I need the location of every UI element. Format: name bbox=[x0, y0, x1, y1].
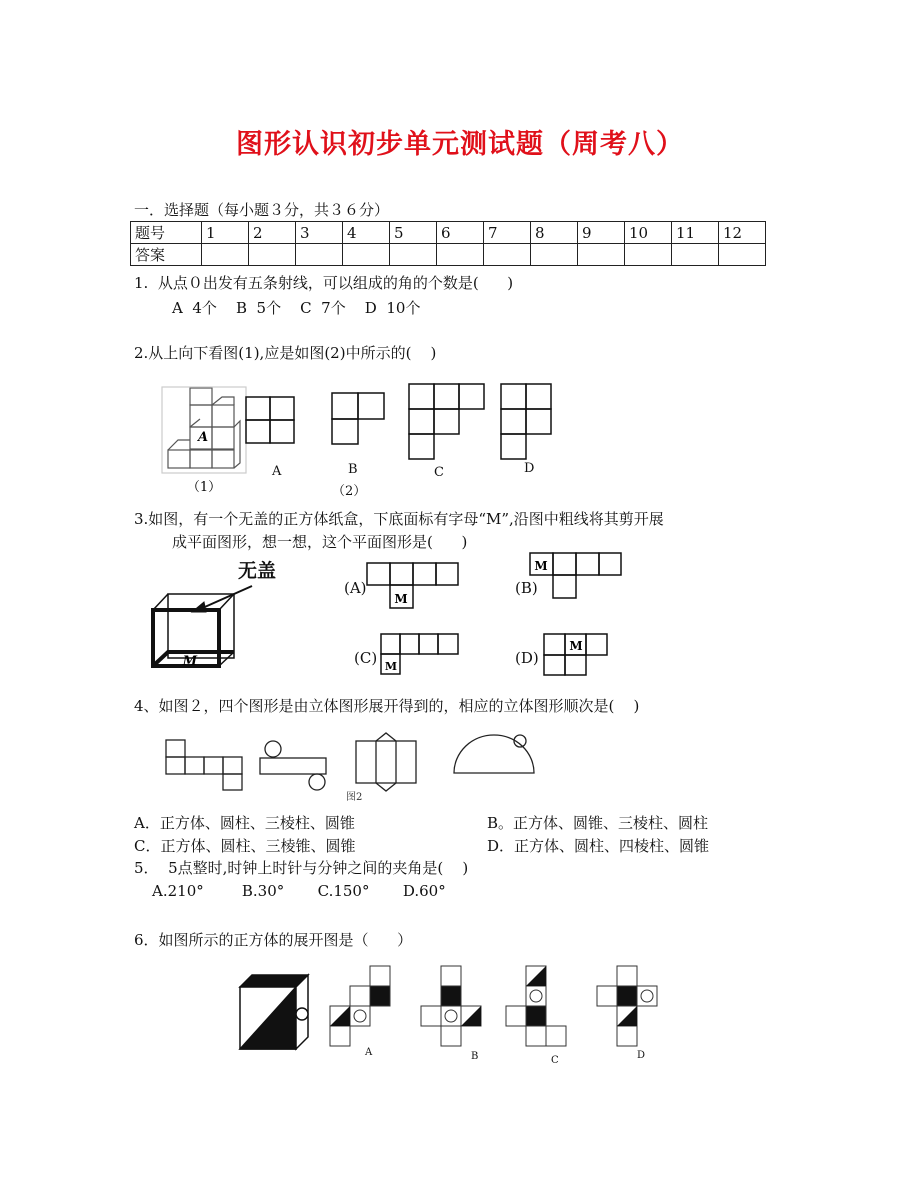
net-option-b-label: (B) bbox=[515, 579, 538, 597]
prism-net-figure bbox=[350, 733, 420, 793]
q6-option-d-label: D bbox=[637, 1050, 646, 1061]
table-cell: 7 bbox=[484, 222, 531, 244]
question-4-option-d: D．正方体、圆柱、四棱柱、圆锥 bbox=[487, 837, 710, 855]
net-option-c-label: (C) bbox=[354, 649, 378, 667]
answer-cell[interactable] bbox=[625, 244, 672, 266]
option-d-shape[interactable] bbox=[500, 383, 560, 463]
answer-cell[interactable] bbox=[249, 244, 296, 266]
table-row bbox=[131, 222, 766, 244]
cube-net-figure bbox=[160, 735, 250, 790]
question-4-option-c: C．正方体、圆柱、三棱锥、圆锥 bbox=[134, 837, 356, 855]
net-option-d[interactable] bbox=[543, 633, 623, 678]
question-3-line1: 3.如图，有一个无盖的正方体纸盒，下底面标有字母“M”,沿图中粗线将其剪开展 bbox=[134, 510, 664, 528]
cube-figure bbox=[236, 973, 316, 1053]
table-cell: 8 bbox=[531, 222, 578, 244]
block-letter: A bbox=[197, 430, 209, 445]
question-3-line2: 成平面图形，想一想，这个平面图形是( ) bbox=[172, 533, 468, 551]
answer-cell[interactable] bbox=[672, 244, 719, 266]
table-cell: 6 bbox=[437, 222, 484, 244]
question-6: 6．如图所示的正方体的展开图是（ ） bbox=[134, 931, 413, 949]
question-5: 5． 5点整时,时钟上时针与分钟之间的夹角是( ) bbox=[134, 859, 469, 877]
box-label: 无盖 bbox=[238, 560, 277, 582]
answer-cell[interactable] bbox=[719, 244, 766, 266]
stacked-cubes-figure bbox=[160, 385, 250, 495]
box-letter: M bbox=[182, 654, 198, 669]
answer-cell[interactable] bbox=[343, 244, 390, 266]
net-letter: M bbox=[534, 559, 548, 573]
table-cell: 10 bbox=[625, 222, 672, 244]
answer-cell[interactable] bbox=[578, 244, 625, 266]
option-a-label: A bbox=[272, 464, 282, 479]
net-option-a[interactable] bbox=[366, 562, 466, 612]
option-c-label: C bbox=[434, 465, 444, 480]
question-2: 2.从上向下看图(1),应是如图(2)中所示的( ) bbox=[134, 344, 437, 362]
question-1: 1. 从点０出发有五条射线，可以组成的角的个数是( ) bbox=[134, 274, 514, 292]
table-cell: 3 bbox=[296, 222, 343, 244]
table-cell: 2 bbox=[249, 222, 296, 244]
option-b-shape[interactable] bbox=[331, 392, 391, 447]
open-box-figure bbox=[148, 572, 288, 672]
answer-cell[interactable] bbox=[202, 244, 249, 266]
cone-net-figure bbox=[450, 733, 540, 778]
net-option-c[interactable] bbox=[380, 633, 470, 678]
q6-option-a-label: A bbox=[365, 1047, 373, 1058]
answer-cell[interactable] bbox=[531, 244, 578, 266]
answer-cell[interactable] bbox=[484, 244, 531, 266]
figure-1-label: （1） bbox=[186, 480, 222, 495]
answer-cell[interactable] bbox=[437, 244, 484, 266]
answer-cell[interactable] bbox=[390, 244, 437, 266]
net-letter: M bbox=[394, 592, 408, 606]
table-cell: 12 bbox=[719, 222, 766, 244]
option-a-shape[interactable] bbox=[245, 396, 305, 446]
option-b-label: B bbox=[348, 462, 358, 477]
answer-table bbox=[130, 221, 766, 266]
table-cell: 11 bbox=[672, 222, 719, 244]
net-option-d-label: (D) bbox=[515, 649, 539, 667]
table-cell: 4 bbox=[343, 222, 390, 244]
option-d-label: D bbox=[524, 461, 535, 476]
table-header-cell: 题号 bbox=[131, 222, 202, 244]
table-row bbox=[131, 244, 766, 266]
cylinder-net-figure bbox=[256, 740, 336, 790]
q6-option-c-label: C bbox=[551, 1055, 559, 1066]
table-cell: 1 bbox=[202, 222, 249, 244]
question-4-option-b: B。正方体、圆锥、三棱柱、圆柱 bbox=[487, 814, 709, 832]
net-letter: M bbox=[569, 639, 583, 653]
question-1-options: A 4个 B 5个 C 7个 D 10个 bbox=[172, 299, 421, 317]
question-5-options: A.210° B.30° C.150° D.60° bbox=[152, 882, 446, 900]
cube-net-option-a[interactable] bbox=[329, 964, 399, 1054]
cube-net-option-b[interactable] bbox=[420, 964, 490, 1054]
table-cell: 9 bbox=[578, 222, 625, 244]
net-option-a-label: (A) bbox=[344, 579, 367, 597]
q6-option-b-label: B bbox=[471, 1051, 479, 1062]
question-4-option-a: A．正方体、圆柱、三棱柱、圆锥 bbox=[134, 814, 355, 832]
section-heading: 一．选择题（每小题３分，共３６分） bbox=[134, 201, 390, 219]
table-cell: 5 bbox=[390, 222, 437, 244]
table-header-cell: 答案 bbox=[131, 244, 202, 266]
page-title: 图形认识初步单元测试题（周考八） bbox=[236, 129, 684, 160]
answer-cell[interactable] bbox=[296, 244, 343, 266]
figure-2-label: （2） bbox=[332, 484, 367, 499]
option-c-shape[interactable] bbox=[408, 383, 488, 463]
cube-net-option-d[interactable] bbox=[596, 964, 666, 1054]
net-letter: M bbox=[384, 660, 398, 673]
figure-2-caption: 图2 bbox=[346, 792, 363, 803]
net-option-b[interactable] bbox=[529, 552, 629, 602]
cube-net-option-c[interactable] bbox=[505, 964, 575, 1054]
question-4: 4、如图２，四个图形是由立体图形展开得到的，相应的立体图形顺次是( ) bbox=[134, 697, 640, 715]
